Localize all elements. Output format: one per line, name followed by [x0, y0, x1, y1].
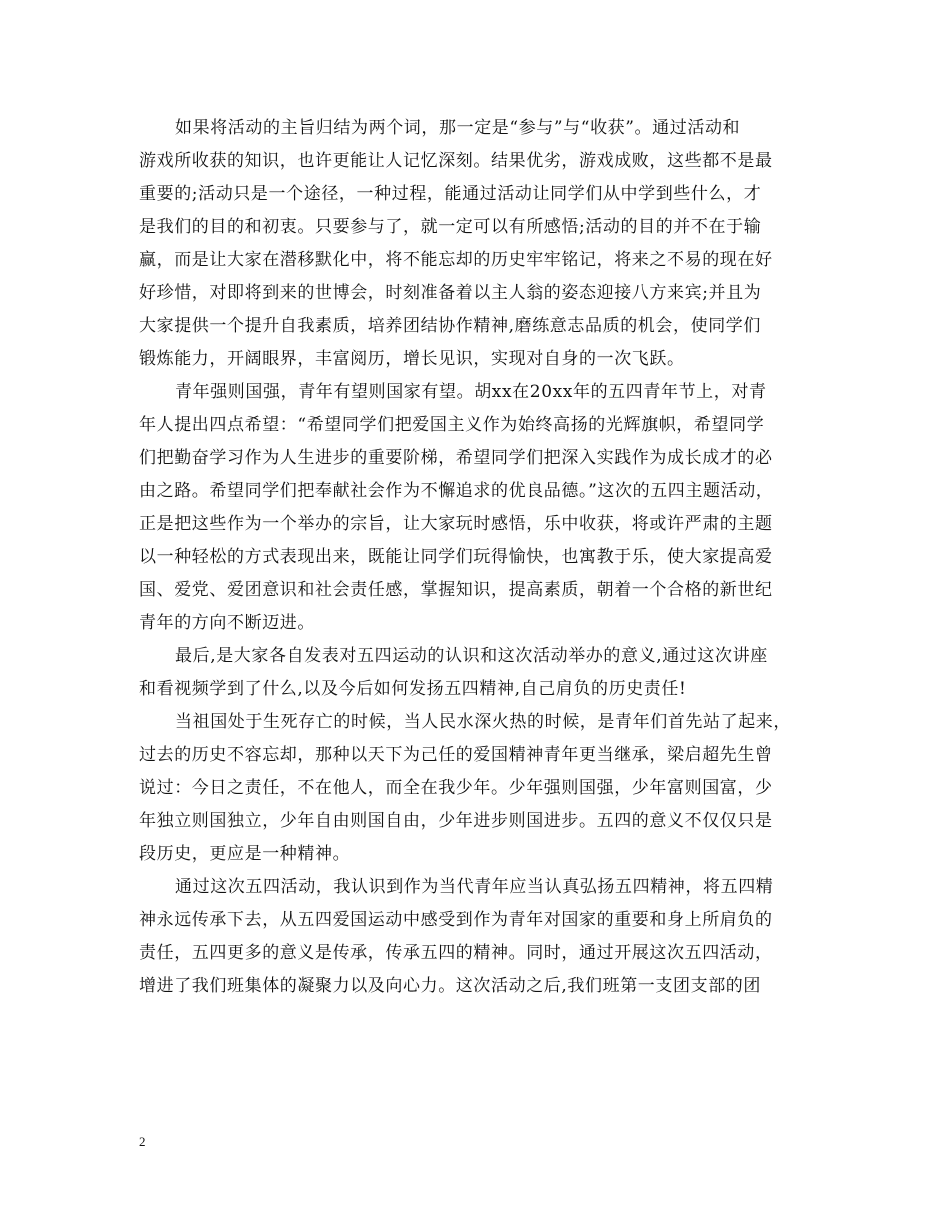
text-line: 年人提出四点希望：“希望同学们把爱国主义作为始终高扬的光辉旗帜，希望同学: [139, 415, 765, 435]
text-line: 国、爱党、爱团意识和社会责任感，掌握知识，提高素质，朝着一个合格的新世纪: [139, 580, 773, 600]
text-line: 好珍惜，对即将到来的世博会，时刻准备着以主人翁的姿态迎接八方来宾;并且为: [139, 283, 762, 303]
text-line: 锻炼能力，开阔眼界，丰富阅历，增长见识，实现对自身的一次飞跃。: [139, 349, 685, 369]
document-body: [139, 112, 829, 1003]
text-line: 正是把这些作为一个举办的宗旨，让大家玩时感悟，乐中收获，将或许严肃的主题: [139, 514, 773, 534]
text-line: 以一种轻松的方式表现出来，既能让同学们玩得愉快，也寓教于乐，使大家提高爱: [139, 547, 773, 567]
text-line: 青年强则国强，青年有望则国家有望。胡xx在20xx年的五四青年节上，对青: [175, 382, 767, 402]
paragraph-4: [139, 706, 829, 871]
text-line: 责任，五四更多的意义是传承，传承五四的精神。同时，通过开展这次五四活动，: [139, 943, 773, 963]
text-line: 们把勤奋学习作为人生进步的重要阶梯，希望同学们把深入实践作为成长成才的必: [139, 448, 773, 468]
text-line: 游戏所收获的知识，也许更能让人记忆深刻。结果优劣，游戏成败，这些都不是最: [139, 151, 773, 171]
text-line: 由之路。希望同学们把奉献社会作为不懈追求的优良品德。”这次的五四主题活动，: [139, 481, 774, 501]
text-line: 增进了我们班集体的凝聚力以及向心力。这次活动之后,我们班第一支团支部的团: [139, 976, 762, 996]
text-line: 和看视频学到了什么,以及今后如何发扬五四精神,自己肩负的历史责任!: [139, 679, 687, 699]
text-line: 年独立则国独立，少年自由则国自由，少年进步则国进步。五四的意义不仅仅只是: [139, 811, 773, 831]
text-line: 重要的;活动只是一个途径，一种过程，能通过活动让同学们从中学到些什么，才: [139, 184, 762, 204]
paragraph-5: [139, 871, 829, 1003]
text-line: 过去的历史不容忘却，那种以天下为己任的爱国精神青年更当继承，梁启超先生曾: [139, 745, 773, 765]
paragraph-2: [139, 376, 829, 640]
text-line: 赢，而是让大家在潜移默化中，将不能忘却的历史牢牢铭记，将来之不易的现在好: [139, 250, 773, 270]
text-line: 当祖国处于生死存亡的时候，当人民水深火热的时候，是青年们首先站了起来，: [175, 712, 791, 732]
text-line: 说过：今日之责任，不在他人，而全在我少年。少年强则国强，少年富则国富，少: [139, 778, 773, 798]
page-number: 2: [139, 1134, 146, 1149]
text-line: 最后,是大家各自发表对五四运动的认识和这次活动举办的意义,通过这次讲座: [175, 646, 768, 666]
text-line: 是我们的目的和初衷。只要参与了，就一定可以有所感悟;活动的目的并不在于输: [139, 217, 762, 237]
text-line: 如果将活动的主旨归结为两个词，那一定是“参与”与“收获”。通过活动和: [175, 118, 741, 138]
text-line: 段历史，更应是一种精神。: [139, 844, 351, 864]
paragraph-3: [139, 640, 829, 706]
text-line: 大家提供一个提升自我素质，培养团结协作精神,磨练意志品质的机会，使同学们: [139, 316, 762, 336]
text-line: 神永远传承下去，从五四爱国运动中感受到作为青年对国家的重要和身上所肩负的: [139, 910, 773, 930]
paragraph-1: [139, 112, 829, 376]
text-line: 通过这次五四活动，我认识到作为当代青年应当认真弘扬五四精神，将五四精: [175, 877, 774, 897]
text-line: 青年的方向不断迈进。: [139, 613, 315, 633]
